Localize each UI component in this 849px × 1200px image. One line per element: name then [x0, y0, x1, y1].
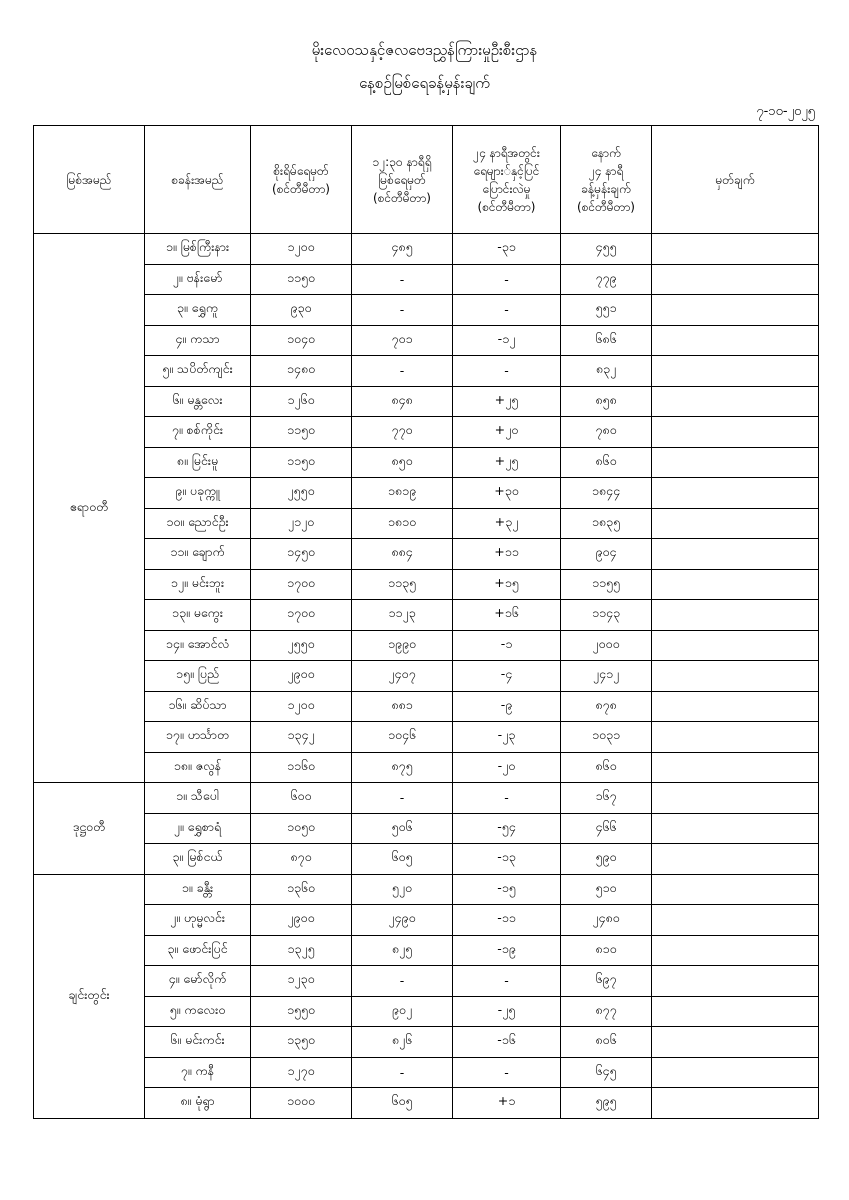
- station-name: ၁၁။ ချောက်: [145, 539, 251, 570]
- danger-level: ၁၅၅၀: [251, 996, 352, 1027]
- forecast-24h: ၅၅၁: [561, 295, 652, 326]
- station-name: ၇။ စစ်ကိုင်း: [145, 417, 251, 448]
- remarks: [652, 905, 819, 936]
- change-24h: -: [453, 966, 561, 997]
- forecast-24h: ၈၆၀: [561, 752, 652, 783]
- danger-level: ၁၄၈၀: [251, 356, 352, 387]
- station-name: ၁။ မြစ်ကြီးနား: [145, 234, 251, 265]
- remarks: [652, 569, 819, 600]
- forecast-24h: ၅၉၀: [561, 844, 652, 875]
- current-level: ၈၂၆: [352, 1027, 453, 1058]
- table-row: [34, 661, 819, 692]
- header-24h-change: ၂၄ နာရီအတွင်း ရေများ်နှင့်ပြင် ပြောင်းလဲမှု (စင်တီမီတာ): [453, 126, 561, 234]
- table-row: [34, 478, 819, 509]
- current-level: ၆၀၅: [352, 844, 453, 875]
- danger-level: ၁၁၆၀: [251, 752, 352, 783]
- change-24h: +၂၀: [453, 417, 561, 448]
- danger-level: ၁၇၀၀: [251, 569, 352, 600]
- danger-level: ၁၃၆၀: [251, 874, 352, 905]
- danger-level: ၆၀၀: [251, 783, 352, 814]
- remarks: [652, 356, 819, 387]
- change-24h: -၂၃: [453, 722, 561, 753]
- change-24h: +၃၀: [453, 478, 561, 509]
- change-24h: -: [453, 295, 561, 326]
- station-name: ၂။ ဗန်းမော်: [145, 264, 251, 295]
- table-row: [34, 600, 819, 631]
- station-name: ၈။ မြင်းမူ: [145, 447, 251, 478]
- change-24h: -၂၀: [453, 752, 561, 783]
- table-row: [34, 1027, 819, 1058]
- current-level: -: [352, 356, 453, 387]
- remarks: [652, 996, 819, 1027]
- current-level: ၅၀၆: [352, 813, 453, 844]
- remarks: [652, 844, 819, 875]
- change-24h: +၁၅: [453, 569, 561, 600]
- station-name: ၁၈။ ဇလွန်: [145, 752, 251, 783]
- change-24h: -၁၅: [453, 874, 561, 905]
- remarks: [652, 600, 819, 631]
- station-name: ၇။ ကနီ: [145, 1057, 251, 1088]
- station-name: ၉။ ပခုက္ကူ: [145, 478, 251, 509]
- station-name: ၈။ မုံရွာ: [145, 1088, 251, 1119]
- danger-level: ၂၅၅၀: [251, 478, 352, 509]
- danger-level: ၁၁၅၀: [251, 264, 352, 295]
- danger-level: ၁၀၅၀: [251, 813, 352, 844]
- table-row: [34, 234, 819, 265]
- current-level: -: [352, 295, 453, 326]
- header-remarks: မှတ်ချက်: [652, 126, 819, 234]
- table-row: [34, 935, 819, 966]
- forecast-24h: ၂၀၀၀: [561, 630, 652, 661]
- forecast-24h: ၆၄၅: [561, 1057, 652, 1088]
- table-row: [34, 752, 819, 783]
- station-name: ၁၀။ ညောင်ဦး: [145, 508, 251, 539]
- table-row: [34, 722, 819, 753]
- danger-level: ၁၄၅၀: [251, 539, 352, 570]
- remarks: [652, 234, 819, 265]
- change-24h: +၃၂: [453, 508, 561, 539]
- table-row: [34, 295, 819, 326]
- station-name: ၃။ ရွှေကူ: [145, 295, 251, 326]
- current-level: ၁၉၉၀: [352, 630, 453, 661]
- forecast-24h: ၁၈၃၅: [561, 508, 652, 539]
- danger-level: ၂၉၀၀: [251, 661, 352, 692]
- river-name: ဒုဋ္ဌဝတီ: [34, 783, 145, 875]
- forecast-24h: ၇၇၉: [561, 264, 652, 295]
- change-24h: -၂၅: [453, 996, 561, 1027]
- current-level: ၈၂၅: [352, 935, 453, 966]
- change-24h: -၃၁: [453, 234, 561, 265]
- forecast-24h: ၁၀၃၁: [561, 722, 652, 753]
- forecast-24h: ၂၄၈၀: [561, 905, 652, 936]
- station-name: ၅။ သပိတ်ကျင်း: [145, 356, 251, 387]
- remarks: [652, 1088, 819, 1119]
- header-station: စခန်းအမည်: [145, 126, 251, 234]
- forecast-24h: ၄၅၅: [561, 234, 652, 265]
- current-level: ၈၇၅: [352, 752, 453, 783]
- danger-level: ၁၂၀၀: [251, 691, 352, 722]
- current-level: ၇၀၁: [352, 325, 453, 356]
- change-24h: +၁: [453, 1088, 561, 1119]
- current-level: -: [352, 1057, 453, 1088]
- forecast-24h: ၄၆၆: [561, 813, 652, 844]
- station-name: ၁၂။ မင်းဘူး: [145, 569, 251, 600]
- remarks: [652, 325, 819, 356]
- danger-level: ၁၂၃၀: [251, 966, 352, 997]
- forecast-24h: ၁၆၇: [561, 783, 652, 814]
- remarks: [652, 661, 819, 692]
- forecast-24h: ၁၁၅၅: [561, 569, 652, 600]
- current-level: -: [352, 264, 453, 295]
- forecast-24h: ၈၃၂: [561, 356, 652, 387]
- table-row: [34, 813, 819, 844]
- station-name: ၂။ ဟုမ္မလင်း: [145, 905, 251, 936]
- forecast-24h: ၇၈၀: [561, 417, 652, 448]
- current-level: ၁၀၄၆: [352, 722, 453, 753]
- danger-level: ၁၇၀၀: [251, 600, 352, 631]
- danger-level: ၁၀၄၀: [251, 325, 352, 356]
- change-24h: +၁၆: [453, 600, 561, 631]
- change-24h: -၉: [453, 691, 561, 722]
- station-name: ၆။ မင်းကင်း: [145, 1027, 251, 1058]
- remarks: [652, 478, 819, 509]
- change-24h: -၁: [453, 630, 561, 661]
- current-level: ၅၂၀: [352, 874, 453, 905]
- station-name: ၆။ မန္တလေး: [145, 386, 251, 417]
- river-name: ချင်းတွင်း: [34, 874, 145, 1118]
- danger-level: ၂၅၅၀: [251, 630, 352, 661]
- table-row: [34, 508, 819, 539]
- remarks: [652, 874, 819, 905]
- forecast-24h: ၅၉၅: [561, 1088, 652, 1119]
- forecast-24h: ၂၄၁၂: [561, 661, 652, 692]
- remarks: [652, 417, 819, 448]
- forecast-24h: ၁၈၄၄: [561, 478, 652, 509]
- danger-level: ၈၇၀: [251, 844, 352, 875]
- remarks: [652, 966, 819, 997]
- table-row: [34, 539, 819, 570]
- table-row: [34, 1057, 819, 1088]
- change-24h: -: [453, 264, 561, 295]
- danger-level: ၁၃၅၀: [251, 1027, 352, 1058]
- station-name: ၁။ သီပေါ: [145, 783, 251, 814]
- danger-level: ၁၂၀၀: [251, 234, 352, 265]
- change-24h: -၄: [453, 661, 561, 692]
- table-row: [34, 874, 819, 905]
- table-row: [34, 905, 819, 936]
- danger-level: ၁၂၆၀: [251, 386, 352, 417]
- station-name: ၅။ ကလေးဝ: [145, 996, 251, 1027]
- forecast-24h: ၈၀၆: [561, 1027, 652, 1058]
- table-row: [34, 783, 819, 814]
- remarks: [652, 295, 819, 326]
- current-level: ၁၈၁၀: [352, 508, 453, 539]
- current-level: ၄၈၅: [352, 234, 453, 265]
- report-title: နေ့စဉ်မြစ်ရေခန့်မှန်းချက်: [359, 74, 490, 92]
- current-level: ၈၄၈: [352, 386, 453, 417]
- remarks: [652, 264, 819, 295]
- table-row: [34, 844, 819, 875]
- current-level: ၉၀၂: [352, 996, 453, 1027]
- forecast-24h: ၁၁၄၃: [561, 600, 652, 631]
- remarks: [652, 1057, 819, 1088]
- change-24h: -၁၉: [453, 935, 561, 966]
- current-level: -: [352, 966, 453, 997]
- current-level: ၈၅၀: [352, 447, 453, 478]
- header-river: မြစ်အမည်: [34, 126, 145, 234]
- remarks: [652, 813, 819, 844]
- station-name: ၃။ မြစ်ငယ်: [145, 844, 251, 875]
- remarks: [652, 935, 819, 966]
- header-forecast: နောက် ၂၄ နာရီ ခန့်မှန်းချက် (စင်တီမီတာ): [561, 126, 652, 234]
- remarks: [652, 539, 819, 570]
- table-row: [34, 691, 819, 722]
- change-24h: -၁၃: [453, 844, 561, 875]
- danger-level: ၁၀၀၀: [251, 1088, 352, 1119]
- change-24h: +၂၅: [453, 386, 561, 417]
- forecast-24h: ၉၀၄: [561, 539, 652, 570]
- danger-level: ၉၃၀: [251, 295, 352, 326]
- change-24h: -၁၂: [453, 325, 561, 356]
- table-row: [34, 264, 819, 295]
- remarks: [652, 386, 819, 417]
- department-title: မိုးလေဝသနှင့်ဇလဗေဒညွှန်ကြားမှုဦးစီးဌာန: [311, 41, 538, 59]
- current-level: ၁၈၁၉: [352, 478, 453, 509]
- river-name: ဧရာဝတီ: [34, 234, 145, 783]
- station-name: ၄။ မော်လိုက်: [145, 966, 251, 997]
- table-row: [34, 386, 819, 417]
- danger-level: ၁၁၅၀: [251, 417, 352, 448]
- danger-level: ၁၁၅၀: [251, 447, 352, 478]
- forecast-24h: ၆၈၆: [561, 325, 652, 356]
- forecast-24h: ၈၇၇: [561, 996, 652, 1027]
- station-name: ၂။ ရွှေစာရံ: [145, 813, 251, 844]
- change-24h: -၁၁: [453, 905, 561, 936]
- remarks: [652, 1027, 819, 1058]
- station-name: ၄။ ကသာ: [145, 325, 251, 356]
- remarks: [652, 722, 819, 753]
- station-name: ၁၃။ မကွေး: [145, 600, 251, 631]
- table-row: [34, 630, 819, 661]
- station-name: ၁၆။ ဆိပ်သာ: [145, 691, 251, 722]
- change-24h: -၅၄: [453, 813, 561, 844]
- forecast-24h: ၅၁၀: [561, 874, 652, 905]
- danger-level: ၁၂၇၀: [251, 1057, 352, 1088]
- change-24h: -: [453, 783, 561, 814]
- table-body: [34, 234, 819, 1119]
- table-row: [34, 1088, 819, 1119]
- current-level: ၂၄၉၀: [352, 905, 453, 936]
- header-danger-level: စိုးရိမ်ရေမှတ် (စင်တီမီတာ): [251, 126, 352, 234]
- table-row: [34, 569, 819, 600]
- table-row: [34, 447, 819, 478]
- current-level: ၁၁၂၃: [352, 600, 453, 631]
- table-row: [34, 996, 819, 1027]
- change-24h: -: [453, 1057, 561, 1088]
- table-row: [34, 417, 819, 448]
- station-name: ၁၇။ ဟင်္သာတ: [145, 722, 251, 753]
- report-date: ၇-၁၀-၂၀၂၅: [756, 104, 815, 119]
- station-name: ၁။ ခန္တီး: [145, 874, 251, 905]
- change-24h: -၁၆: [453, 1027, 561, 1058]
- danger-level: ၁၃၂၅: [251, 935, 352, 966]
- forecast-table: [33, 125, 819, 1119]
- current-level: -: [352, 783, 453, 814]
- current-level: ၆၀၅: [352, 1088, 453, 1119]
- forecast-24h: ၈၆၀: [561, 447, 652, 478]
- table-row: [34, 966, 819, 997]
- table-row: [34, 325, 819, 356]
- danger-level: ၁၃၄၂: [251, 722, 352, 753]
- remarks: [652, 691, 819, 722]
- station-name: ၃။ ဖောင်းပြင်: [145, 935, 251, 966]
- forecast-24h: ၈၇၈: [561, 691, 652, 722]
- remarks: [652, 783, 819, 814]
- table-row: [34, 356, 819, 387]
- current-level: ၈၈၄: [352, 539, 453, 570]
- header-current-level: ၁၂:၃၀ နာရီရှိ မြစ်ရေမှတ် (စင်တီမီတာ): [352, 126, 453, 234]
- forecast-24h: ၆၉၇: [561, 966, 652, 997]
- current-level: ၇၇၀: [352, 417, 453, 448]
- remarks: [652, 508, 819, 539]
- change-24h: +၁၁: [453, 539, 561, 570]
- current-level: ၈၈၁: [352, 691, 453, 722]
- table-header-row: [34, 126, 819, 234]
- station-name: ၁၅။ ပြည်: [145, 661, 251, 692]
- change-24h: -: [453, 356, 561, 387]
- remarks: [652, 447, 819, 478]
- station-name: ၁၄။ အောင်လံ: [145, 630, 251, 661]
- remarks: [652, 630, 819, 661]
- danger-level: ၂၁၂၀: [251, 508, 352, 539]
- forecast-24h: ၈၅၈: [561, 386, 652, 417]
- remarks: [652, 752, 819, 783]
- change-24h: +၂၅: [453, 447, 561, 478]
- forecast-24h: ၈၁၀: [561, 935, 652, 966]
- danger-level: ၂၉၀၀: [251, 905, 352, 936]
- current-level: ၂၄၀၇: [352, 661, 453, 692]
- current-level: ၁၁၃၅: [352, 569, 453, 600]
